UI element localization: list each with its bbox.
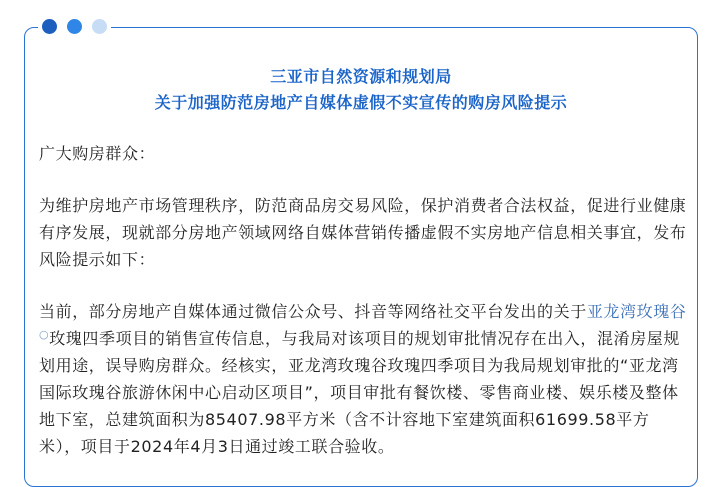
notice-title: 关于加强防范房地产自媒体虚假不实宣传的购房风险提示 — [154, 93, 568, 112]
detail-text-rest: 玫瑰四季项目的销售宣传信息，与我局对该项目的规划审批情况存在出入，混淆房屋规划用途，误导购房群众。经核实，亚龙湾玫瑰谷玫瑰四季项目为我局规划审批的“亚龙湾国际玫瑰谷旅游休闲中心启动区项目”，项目审批有餐饮楼、零售商业楼、娱乐楼及整体地下室，总建筑面积为85407.98平方米（含不计容地下室建筑面积61699.58平方米），项目于2024年4月3日通过竣工联合验收。 — [39, 329, 681, 456]
dot-light-blue — [92, 19, 107, 34]
greeting: 广大购房群众： — [39, 144, 156, 163]
detail-paragraph — [39, 298, 689, 460]
project-search-link-label[interactable]: 亚龙湾玫瑰谷 — [586, 302, 687, 321]
intro-paragraph: 为维护房地产市场管理秩序，防范商品房交易风险，保护消费者合法权益，促进行业健康有序发展，现就部分房地产领域网络自媒体营销传播虚假不实房地产信息相关事宜，发布风险提示如下： — [39, 196, 687, 269]
dot-dark-blue — [42, 19, 57, 34]
detail-text-start: 当前，部分房地产自媒体通过微信公众号、抖音等网络社交平台发出的关于 — [39, 302, 587, 321]
window-dots — [38, 19, 111, 35]
dot-blue — [67, 19, 82, 34]
project-search-link[interactable]: 亚龙湾玫瑰谷○ — [39, 302, 687, 341]
issuer-title: 三亚市自然资源和规划局 — [270, 67, 452, 86]
